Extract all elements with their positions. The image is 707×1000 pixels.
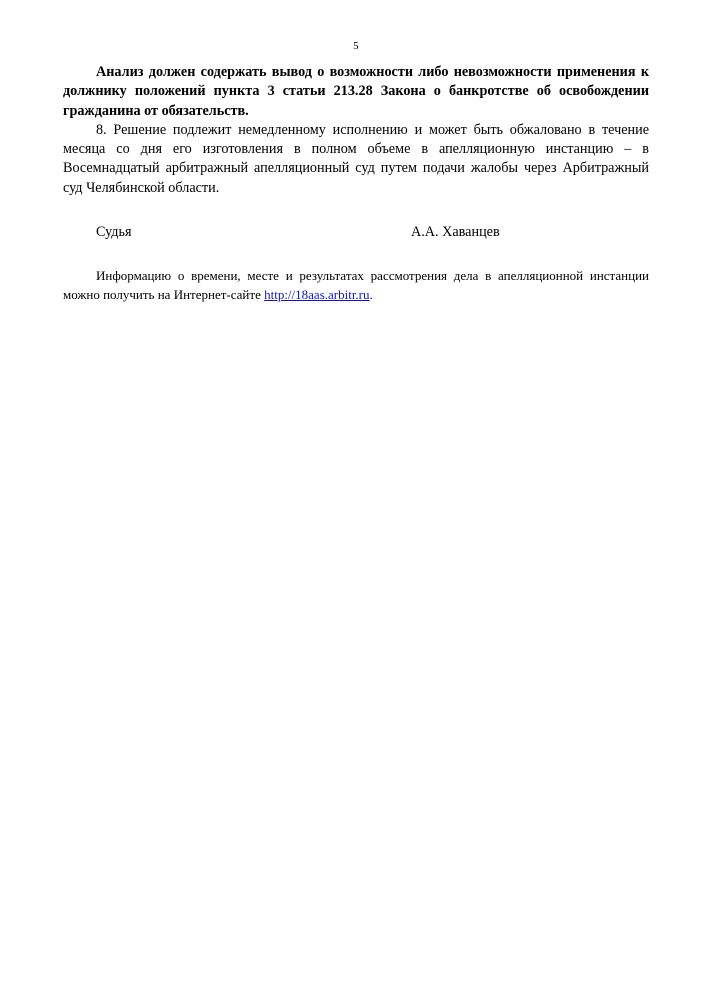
signature-name: А.А. Хаванцев	[411, 224, 500, 241]
page-number: 5	[353, 40, 359, 52]
paragraph-analysis: Анализ должен содержать вывод о возможности либо невозможности применения к должнику положений пункта 3 статьи 213.28 Закона о банкротстве об освобождении гражданина от обязательств.	[63, 64, 649, 119]
footer-note	[63, 267, 649, 304]
signature-block	[63, 223, 649, 242]
spacer-before-signature	[63, 198, 649, 223]
signature-label: Судья	[96, 224, 132, 241]
spacer-before-note	[63, 242, 649, 267]
paragraph-appeal: 8. Решение подлежит немедленному исполнению и может быть обжаловано в течение месяца со дня его изготовления в полном объеме в апелляционную инстанцию – в Восемнадцатый арбитражный апелляционный суд путем подачи жалобы через Арбитражный суд Челябинской области.	[63, 121, 649, 196]
footer-note-text: Информацию о времени, месте и результатах рассмотрения дела в апелляционной инстанции можно получить на Интернет-сайте	[63, 268, 649, 302]
document-body	[63, 63, 649, 304]
appeal-court-website-link[interactable]: http://18aas.arbitr.ru	[264, 286, 370, 302]
footer-note-period: .	[369, 286, 373, 302]
